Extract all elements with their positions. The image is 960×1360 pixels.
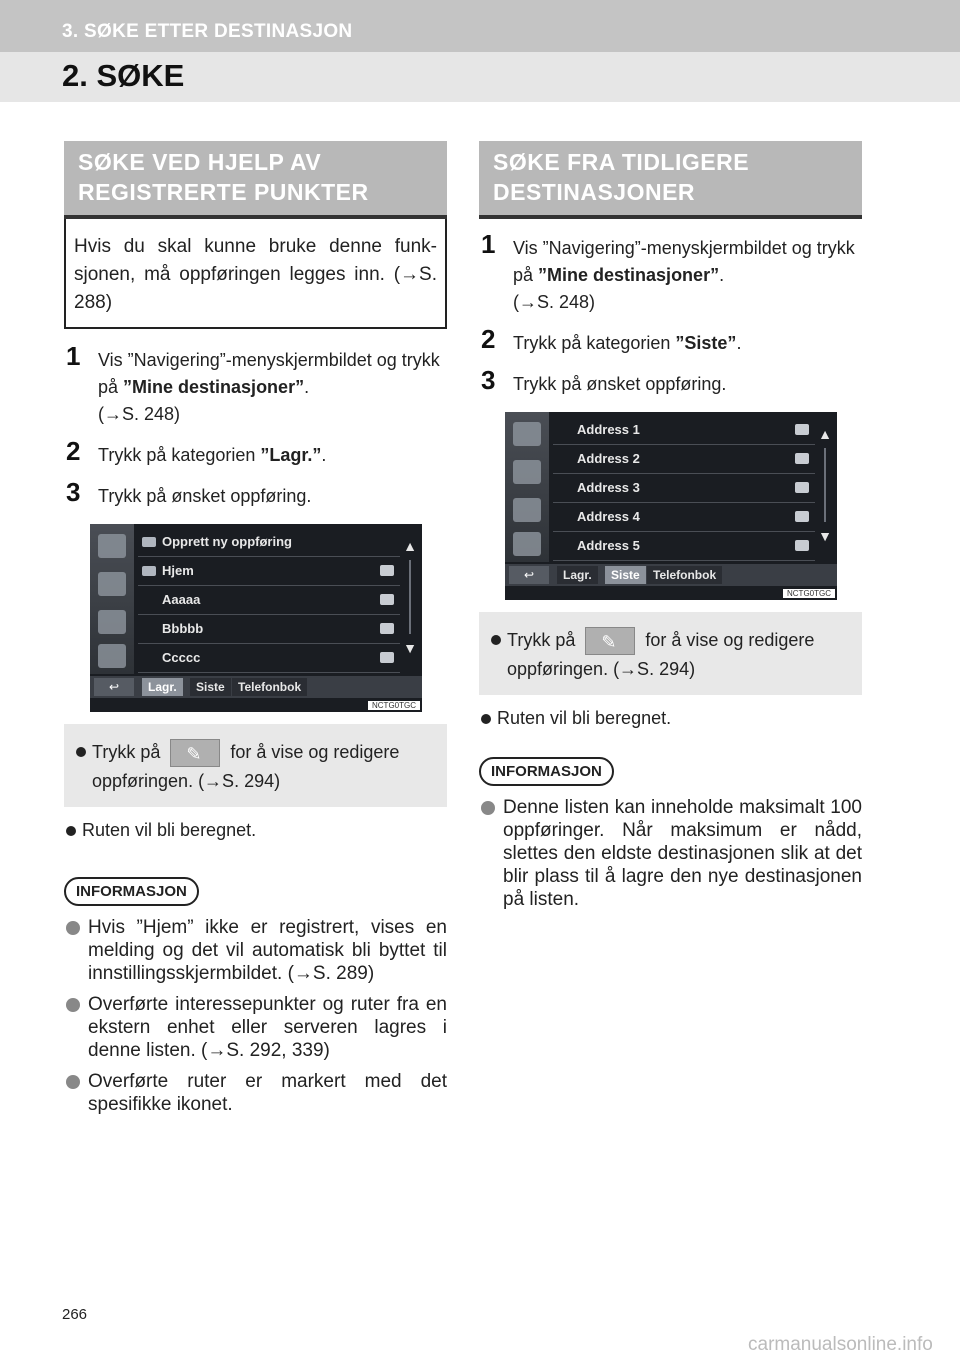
info-item: Denne listen kan inneholde maksimalt 100 oppføringer. Når maksimum er nådd, slettes den eldste destinasjonen slik at det blir plass til å lagre den nye destinasjonen på listen. <box>479 796 862 911</box>
page-number: 266 <box>62 1306 88 1323</box>
step-number: 3 <box>481 365 496 395</box>
list-item-label: Opprett ny oppføring <box>162 534 292 549</box>
list-item-label: Address 5 <box>577 538 640 553</box>
page-reference: (→S. 248) <box>513 292 596 312</box>
list-item-label: Ccccc <box>162 650 201 665</box>
screenshot-saved-list <box>90 524 422 712</box>
scroll-track <box>409 560 411 634</box>
edit-icon[interactable] <box>380 623 394 634</box>
step-1 <box>479 229 862 316</box>
step-number: 1 <box>481 229 496 259</box>
image-code: NCTG0TGC <box>368 701 420 710</box>
step-text: Trykk på ønsket oppføring. <box>98 486 312 506</box>
page-reference: (→S. 248) <box>98 404 181 424</box>
image-code: NCTG0TGC <box>783 589 835 598</box>
page-title: 2. SØKE <box>62 58 185 93</box>
step-text: Trykk på ønsket oppføring. <box>513 374 727 394</box>
edit-icon[interactable] <box>795 453 809 464</box>
step-3 <box>479 365 862 398</box>
list-item[interactable] <box>138 586 400 615</box>
scrollbar[interactable] <box>402 538 418 658</box>
map-edit-icon <box>98 534 126 558</box>
list-item[interactable] <box>553 503 815 532</box>
warning-icon <box>98 610 126 634</box>
tab-saved[interactable]: Lagr. <box>557 566 598 584</box>
step-1 <box>64 341 447 428</box>
step-text-end: . <box>736 333 742 353</box>
add-icon <box>142 537 156 547</box>
tip-text-end: for å vise og redigere oppføringen. (→S. 294) <box>92 742 400 792</box>
step-number: 2 <box>481 324 496 354</box>
warning-icon <box>513 498 541 522</box>
step-text-end: . <box>321 445 327 465</box>
edit-icon[interactable] <box>380 594 394 605</box>
scroll-up-icon[interactable]: ▲ <box>818 426 832 442</box>
screenshot-recent-list <box>505 412 837 600</box>
edit-icon[interactable] <box>380 652 394 663</box>
scroll-up-icon[interactable]: ▲ <box>403 538 417 554</box>
info-label: INFORMASJON <box>64 877 199 906</box>
step-text-end: . <box>304 377 310 397</box>
step-number: 2 <box>66 436 81 466</box>
back-icon[interactable]: ↩ <box>509 566 549 584</box>
map-edit-icon <box>513 422 541 446</box>
list-item-label: Hjem <box>162 563 194 578</box>
screen-list <box>138 528 400 673</box>
step-3 <box>64 477 447 510</box>
list-item[interactable] <box>138 528 400 557</box>
back-icon[interactable]: ↩ <box>94 678 134 696</box>
info-item: Hvis ”Hjem” ikke er registrert, vises en melding og det vil automatisk bli byttet til innstillingsskjermbildet. (→S. 289) <box>64 916 447 985</box>
screen-sidebar <box>505 412 549 562</box>
info-label: INFORMASJON <box>479 757 614 786</box>
route-note: Ruten vil bli beregnet. <box>479 705 862 731</box>
tab-phonebook[interactable]: Telefonbok <box>647 566 722 584</box>
list-icon <box>98 572 126 596</box>
list-icon <box>513 460 541 484</box>
edit-icon[interactable] <box>795 424 809 435</box>
tip-bullet <box>489 626 852 683</box>
edit-button-icon <box>170 739 220 767</box>
screen-tabs <box>505 564 837 586</box>
section-title-previous: SØKE FRA TIDLIGERE DESTINASJONER <box>479 141 862 219</box>
list-item-label: Address 2 <box>577 451 640 466</box>
scroll-track <box>824 448 826 522</box>
edit-icon[interactable] <box>380 565 394 576</box>
tab-saved[interactable]: Lagr. <box>142 678 183 696</box>
scroll-down-icon[interactable]: ▼ <box>818 528 832 544</box>
edit-icon[interactable] <box>795 540 809 551</box>
section-title-registered: SØKE VED HJELP AV REGISTRERTE PUNKTER <box>64 141 447 219</box>
right-column <box>479 141 862 919</box>
step-2 <box>479 324 862 357</box>
prerequisite-note: Hvis du skal kunne bruke denne funk-sjonen, må oppføringen legges inn. (→S. 288) <box>64 219 447 329</box>
header-band <box>0 0 960 102</box>
step-2 <box>64 436 447 469</box>
step-key: ”Mine destinasjoner” <box>538 265 720 285</box>
info-item: Overførte ruter er markert med det spesifikke ikonet. <box>64 1070 447 1116</box>
settings-icon <box>98 644 126 668</box>
list-item[interactable] <box>553 532 815 561</box>
step-text: Vis ”Navigering”-menyskjermbildet og trykk på <box>98 350 440 397</box>
step-text: Trykk på kategorien <box>513 333 676 353</box>
edit-icon[interactable] <box>795 482 809 493</box>
tab-recent[interactable]: Siste <box>190 678 231 696</box>
tip-box <box>64 724 447 807</box>
chapter-title: 3. SØKE ETTER DESTINASJON <box>62 21 353 42</box>
step-number: 3 <box>66 477 81 507</box>
scroll-down-icon[interactable]: ▼ <box>403 640 417 656</box>
list-item-label: Address 1 <box>577 422 640 437</box>
step-key: ”Mine destinasjoner” <box>123 377 305 397</box>
tip-text: Trykk på <box>92 742 161 762</box>
step-text-end: . <box>719 265 725 285</box>
tab-phonebook[interactable]: Telefonbok <box>232 678 307 696</box>
step-number: 1 <box>66 341 81 371</box>
tip-text-end: for å vise og redigere oppføringen. (→S. 294) <box>507 630 815 680</box>
tip-bullet <box>74 738 437 795</box>
tab-recent[interactable]: Siste <box>605 566 646 584</box>
list-item-label: Address 4 <box>577 509 640 524</box>
tip-text: Trykk på <box>507 630 576 650</box>
route-note: Ruten vil bli beregnet. <box>64 817 447 843</box>
list-item[interactable] <box>138 557 400 586</box>
home-icon <box>142 566 156 576</box>
screen-tabs <box>90 676 422 698</box>
step-key: ”Siste” <box>675 333 737 353</box>
screen-list <box>553 416 815 561</box>
left-column <box>64 141 447 1124</box>
tip-box <box>479 612 862 695</box>
list-item-label: Bbbbb <box>162 621 204 636</box>
step-text: Vis ”Navigering”-menyskjermbildet og trykk på <box>513 238 855 285</box>
edit-button-icon <box>585 627 635 655</box>
list-item[interactable] <box>553 416 815 445</box>
list-item[interactable] <box>138 644 400 673</box>
edit-icon[interactable] <box>795 511 809 522</box>
step-text: Trykk på kategorien <box>98 445 261 465</box>
watermark: carmanualsonline.info <box>748 1334 933 1355</box>
info-item: Overførte interessepunkter og ruter fra en ekstern enhet eller serveren lagres i denne listen. (→S. 292, 339) <box>64 993 447 1062</box>
list-item[interactable] <box>553 474 815 503</box>
list-item-label: Address 3 <box>577 480 640 495</box>
settings-icon <box>513 532 541 556</box>
scrollbar[interactable] <box>817 426 833 546</box>
step-key: ”Lagr.” <box>260 445 322 465</box>
list-item[interactable] <box>553 445 815 474</box>
list-item-label: Aaaaa <box>162 592 201 607</box>
screen-sidebar <box>90 524 134 674</box>
list-item[interactable] <box>138 615 400 644</box>
